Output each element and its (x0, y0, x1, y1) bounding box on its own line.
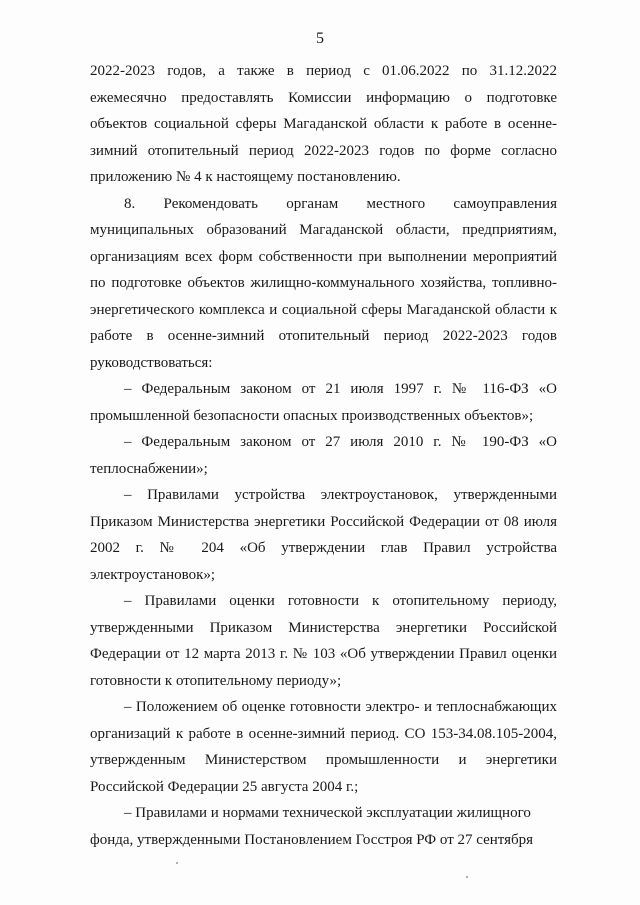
list-item-law-116-fz: – Федеральным законом от 21 июля 1997 г. № 116-ФЗ «О промышленной безопасности опасных производственных объектов»; (90, 381, 557, 424)
scan-speck (466, 876, 468, 878)
list-item-law-190-fz: – Федеральным законом от 27 июля 2010 г. № 190-ФЗ «О теплоснабжении»; (90, 434, 557, 477)
list-item-readiness-regulation: – Положением об оценке готовности электро- и теплоснабжающих организаций к работе в осенне-зимний период. СО 153-34.08.105-2004, утвержденным Министерством промышленности и энергетики Российской Федерации 25 августа 2004 г.; (90, 699, 557, 795)
list-item-electrical-rules: – Правилами устройства электроустановок, утвержденными Приказом Министерства энергетики Российской Федерации от 08 июля 2002 г. № 204 «Об утверждении глав Правил устройства электроустановок»; (90, 487, 557, 583)
document-body (90, 58, 557, 853)
paragraph-item-8: 8. Рекомендовать органам местного самоуправления муниципальных образований Магаданской области, предприятиям, организациям всех форм собственности при выполнении мероприятий по подготовке объектов жилищно-коммунального хозяйства, топливно-энергетического комплекса и социальной сферы Магаданской области к работе в осенне-зимний отопительный период 2022-2023 годов руководствоваться: (90, 195, 557, 371)
list-item-housing-rules: – Правилами и нормами технической эксплуатации жилищного фонда, утвержденными Постановлением Госстроя РФ от 27 сентября (90, 805, 534, 848)
paragraph-continuation: 2022-2023 годов, а также в период с 01.06.2022 по 31.12.2022 ежемесячно предоставлять Комиссии информацию о подготовке объектов социальной сферы Магаданской области к работе в осенне-зимний отопительный период 2022-2023 годов по форме согласно приложению № 4 к настоящему постановлению. (90, 63, 557, 185)
list-item-readiness-rules: – Правилами оценки готовности к отопительному периоду, утвержденными Приказом Министерства энергетики Российской Федерации от 12 марта 2013 г. № 103 «Об утверждении Правил оценки готовности к отопительному периоду»; (90, 593, 557, 689)
scan-speck (176, 862, 178, 864)
page-number: 5 (316, 30, 324, 47)
